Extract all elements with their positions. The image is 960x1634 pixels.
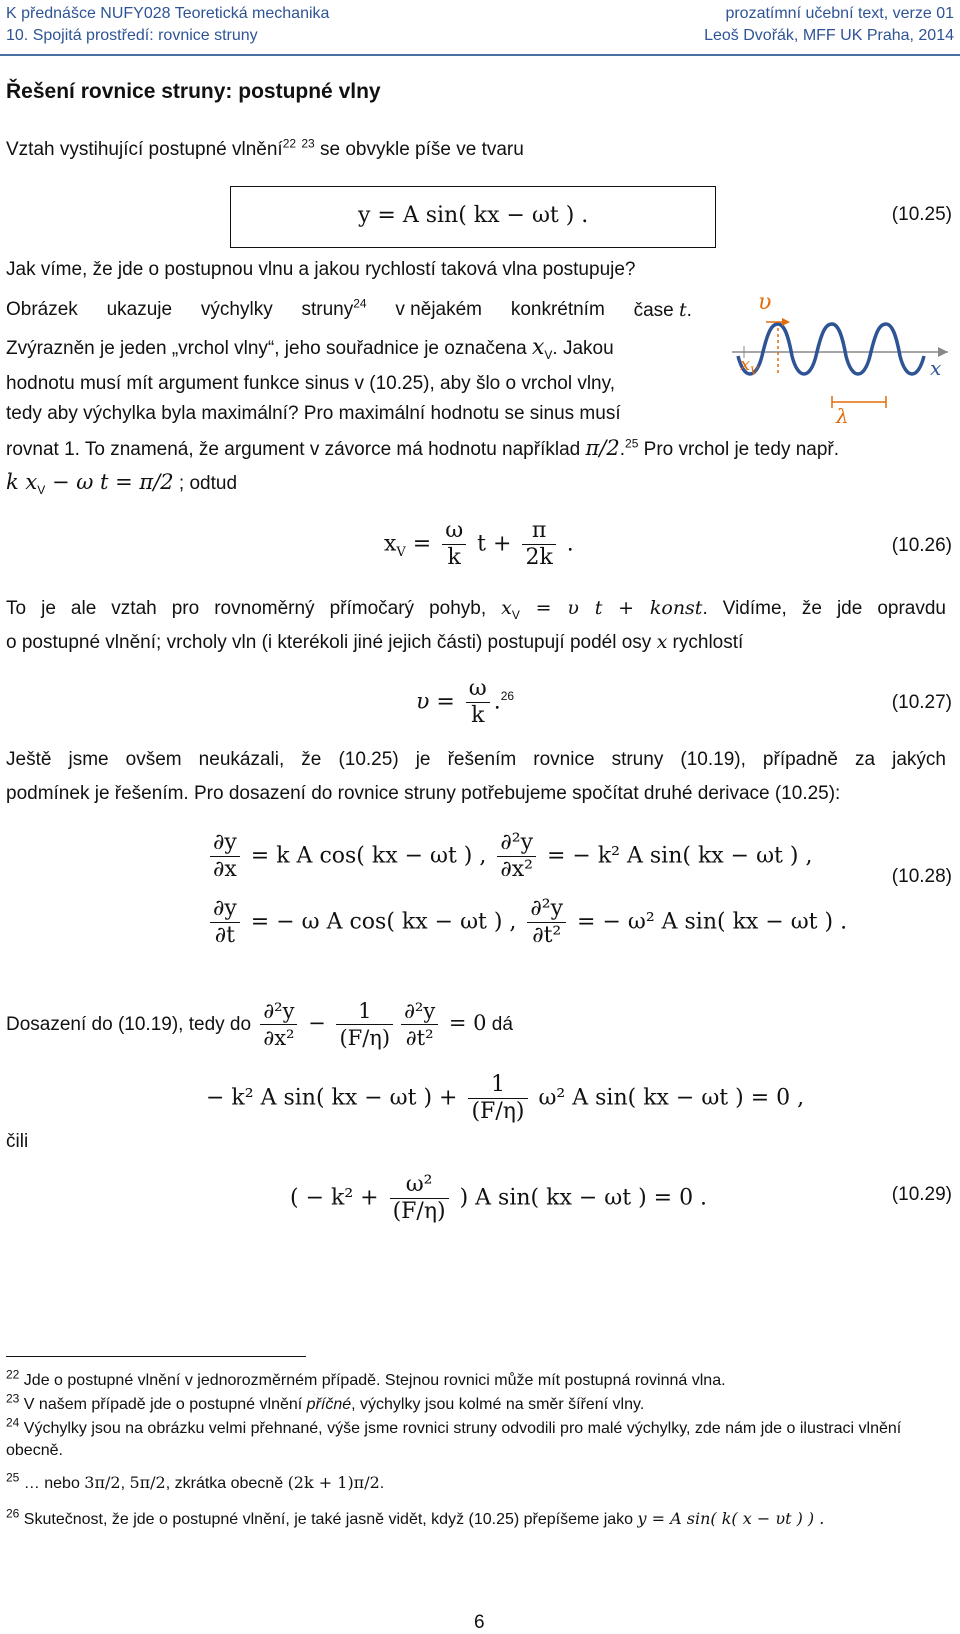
footnote-ref-26[interactable]: 26 (500, 689, 515, 704)
x-axis-label: x (930, 356, 942, 380)
footnote-25: $^{25}$ … nebo 3π/2, 5π/2, zkrátka obecně (2k + 1)π/2. (6, 1470, 385, 1492)
paragraph-figure-line5: rovnat 1. To znamená, že argument v závorce má hodnotu například π/2.25 Pro vrchol je tedy např. (6, 436, 840, 460)
paragraph-verify-line2: podmínek je řešením. Pro dosazení do rovnice struny potřebujeme spočítat druhé derivace (10.25): (6, 783, 841, 804)
page-number: 6 (474, 1612, 485, 1633)
footnote-rule (6, 1356, 306, 1357)
header-course: K přednášce NUFY028 Teoretická mechanika (6, 5, 330, 22)
footnote-23: $^{23}$ V našem případě jde o postupné vlnění příčné, výchylky jsou kolmé na směr šíření vlny. (6, 1391, 645, 1413)
equation-10-27: υ = $\frac{\omega}{k}$ .$^{26}$ (416, 676, 515, 728)
equation-number-10-26: (10.26) (891, 535, 952, 556)
equation-number-10-29: (10.29) (891, 1184, 952, 1205)
paragraph-figure-line2: Zvýrazněn je jeden „vrchol vlny“, jeho souřadnice je označena $x_V$. Jakou (6, 335, 614, 362)
paragraph-verify-line1: Ještě jsme ovšem neukázali, že (10.25) je řešením rovnice struny (10.19), případně za jakých (6, 749, 946, 770)
word-cili: čili (6, 1131, 29, 1152)
paragraph-figure-line6: k $x_V - \omega$ t = π/2 ; odtud (6, 470, 238, 497)
paragraph-intro: Vztah vystihující postupné vlnění$^{22}$ $^{23}$ se obvykle píše ve tvaru (6, 136, 524, 160)
header-rule (0, 54, 960, 56)
header-version: prozatímní učební text, verze 01 (725, 5, 954, 22)
equation-10-26: $x_V$ = $\frac{\omega}{k}$ t + $\frac{\pi}{2k}$ . (384, 518, 574, 570)
header-chapter: 10. Spojitá prostředí: rovnice struny (6, 27, 258, 44)
footnote-ref-23[interactable]: 23 (301, 136, 315, 151)
paragraph-figure-line4: tedy aby výchylka byla maximální? Pro maximální hodnotu se sinus musí (6, 403, 621, 424)
footnote-ref-24[interactable]: 24 (353, 296, 367, 311)
equation-number-10-28: (10.28) (891, 866, 952, 887)
crest-position-label: $x_V$ (740, 354, 759, 378)
footnote-22: $^{22}$ Jde o postupné vlnění v jednorozměrném případě. Stejnou rovnici může mít postupná rovinná vlna. (6, 1367, 726, 1389)
footnote-24: $^{24}$ Výchylky jsou na obrázku velmi přehnané, výše jsme rovnici struny odvodili pro malé výchylky, zde nám jde o ilustraci vlnění obecně. (6, 1415, 902, 1459)
wavelength-label: λ (836, 404, 849, 428)
velocity-label: υ (758, 290, 772, 315)
equation-10-28-row2: $\frac{\partial y}{\partial t}$ = − ω A cos( kx − ωt ) , $\frac{\text{∂²y}}{\text{∂t²}}$ = − ω² A sin( kx − ωt ) . (206, 896, 847, 949)
wave-figure (732, 290, 954, 445)
section-title: Řešení rovnice struny: postupné vlny (6, 80, 381, 103)
footnote-26: $^{26}$ Skutečnost, že jde o postupné vlnění, je také jasně vidět, když (10.25) přepíšeme jako y = A sin( k( x − υt ) ) . (6, 1506, 825, 1528)
paragraph-uniform-motion-line2: o postupné vlnění; vrcholy vln (i kterékoli jiné jejich části) postupují podél osy x rychlostí (6, 631, 744, 653)
paragraph-figure-line1: Obrázek ukazuje výchylky struny$^{24}$ v nějakém konkrétním čase t. (6, 296, 692, 321)
wave-curve (738, 324, 924, 374)
equation-substituted: − k² A sin( kx − ωt ) + $\frac{1}{(F/\eta)}$ ω² A sin( kx − ωt ) = 0 , (206, 1072, 805, 1124)
equation-number-10-25: (10.25) (891, 204, 952, 225)
paragraph-figure-line3: hodnotu musí mít argument funkce sinus v (10.25), aby šlo o vrchol vlny, (6, 373, 615, 394)
paragraph-substitution: Dosazení do (10.19), tedy do $\frac{\text{∂²y}}{\text{∂x²}}$ − $\frac{1}{(F/\eta)}$ $\frac{\text{∂²y}}{\text{∂t²}}$ = 0 dá (6, 999, 513, 1050)
equation-10-28-row1: $\frac{\partial y}{\partial x}$ = k A cos( kx − ωt ) , $\frac{\text{∂²y}}{\text{∂x²}}$ = − k² A sin( kx − ωt ) , (206, 830, 812, 883)
paragraph-question: Jak víme, že jde o postupnou vlnu a jakou rychlostí taková vlna postupuje? (6, 259, 636, 280)
equation-10-25: y = A sin( kx − ωt ) . (358, 203, 589, 228)
paragraph-uniform-motion-line1: To je ale vztah pro rovnoměrný přímočarý pohyb, $x_V = \upsilon$ t + konst. Vidíme, že jde opravdu (6, 597, 947, 622)
header-author: Leoš Dvořák, MFF UK Praha, 2014 (704, 27, 954, 44)
footnote-ref-25[interactable]: 25 (625, 436, 639, 451)
footnote-ref-22[interactable]: 22 (282, 136, 297, 151)
equation-10-29: ( − k² + $\frac{\text{ω²}}{(F/\eta)}$ ) A sin( kx − ωt ) = 0 . (290, 1172, 708, 1224)
equation-number-10-27: (10.27) (891, 692, 952, 713)
